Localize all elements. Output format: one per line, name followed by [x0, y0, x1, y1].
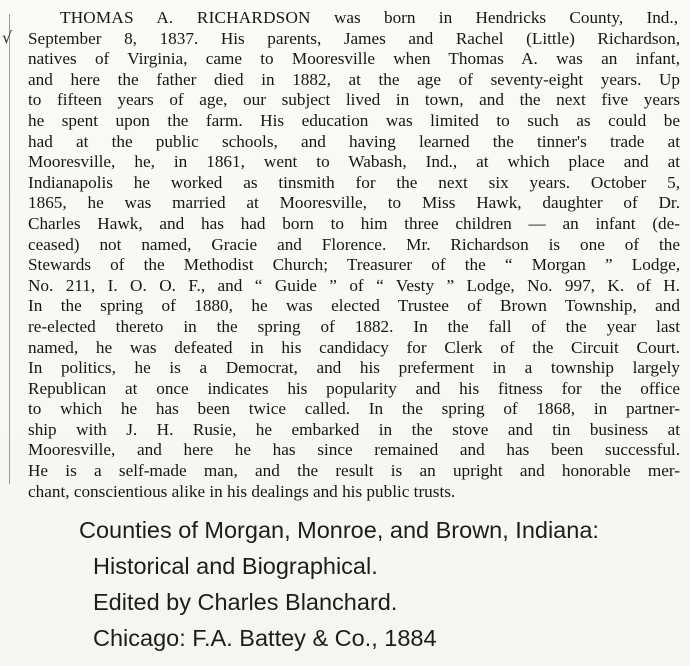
article-line: ceased) not named, Gracie and Florence. Mr. Richardson is one of the: [28, 234, 680, 254]
citation-subtitle: Historical and Biographical.: [93, 553, 378, 579]
article-line: had at the public schools, and having learned the tinner's trade at: [28, 131, 680, 151]
article-line: Mooresville, he, in 1861, went to Wabash, Ind., at which place and at: [28, 152, 680, 172]
article-line: Republican at once indicates his popularity and his fitness for the office: [28, 378, 680, 398]
subject-name: THOMAS A. RICHARDSON: [60, 8, 311, 27]
biography-clipping: [28, 8, 680, 502]
citation-publisher: Chicago: F.A. Battey & Co., 1884: [93, 625, 437, 651]
article-line-text: was born in Hendricks County, Ind.,: [310, 8, 678, 27]
check-mark-icon: √: [2, 28, 13, 47]
citation-title: Counties of Morgan, Monroe, and Brown, Indiana:: [79, 517, 599, 543]
article-line: named, he was defeated in his candidacy for Clerk of the Circuit Court.: [28, 337, 680, 357]
article-line: and here the father died in 1882, at the age of seventy-eight years. Up: [28, 69, 680, 89]
article-line: Stewards of the Methodist Church; Treasurer of the “ Morgan ” Lodge,: [28, 255, 680, 275]
article-line: September 8, 1837. His parents, James and Rachel (Little) Richardson,: [28, 28, 680, 48]
source-citation: [79, 512, 679, 656]
article-line: Mooresville, and here he has since remained and has been successful.: [28, 440, 680, 460]
article-line: ship with J. H. Rusie, he embarked in the stove and tin business at: [28, 419, 680, 439]
article-line: 1865, he was married at Mooresville, to Miss Hawk, daughter of Dr.: [28, 193, 680, 213]
article-line: to which he has been twice called. In the spring of 1868, in partner-: [28, 399, 680, 419]
article-line: Charles Hawk, and has had born to him three children — an infant (de-: [28, 213, 680, 233]
article-line: chant, conscientious alike in his dealings and his public trusts.: [28, 481, 456, 501]
article-line: to fifteen years of age, our subject lived in town, and the next five years: [28, 90, 680, 110]
citation-editor: Edited by Charles Blanchard.: [93, 589, 398, 615]
article-line: natives of Virginia, came to Mooresville when Thomas A. was an infant,: [28, 49, 680, 69]
article-line: Indianapolis he worked as tinsmith for the next six years. October 5,: [28, 172, 680, 192]
article-line: [28, 8, 678, 29]
clipping-edge-line: [9, 14, 10, 484]
article-line: he spent upon the farm. His education was limited to such as could be: [28, 110, 680, 130]
article-line: In the spring of 1880, he was elected Trustee of Brown Township, and: [28, 296, 680, 316]
article-line: No. 211, I. O. O. F., and “ Guide ” of “ Vesty ” Lodge, No. 997, K. of H.: [28, 275, 680, 295]
article-line: In politics, he is a Democrat, and his preferment in a township largely: [28, 358, 680, 378]
article-line: re-elected thereto in the spring of 1882. In the fall of the year last: [28, 316, 680, 336]
article-line: He is a self-made man, and the result is an upright and honorable mer-: [28, 461, 680, 481]
